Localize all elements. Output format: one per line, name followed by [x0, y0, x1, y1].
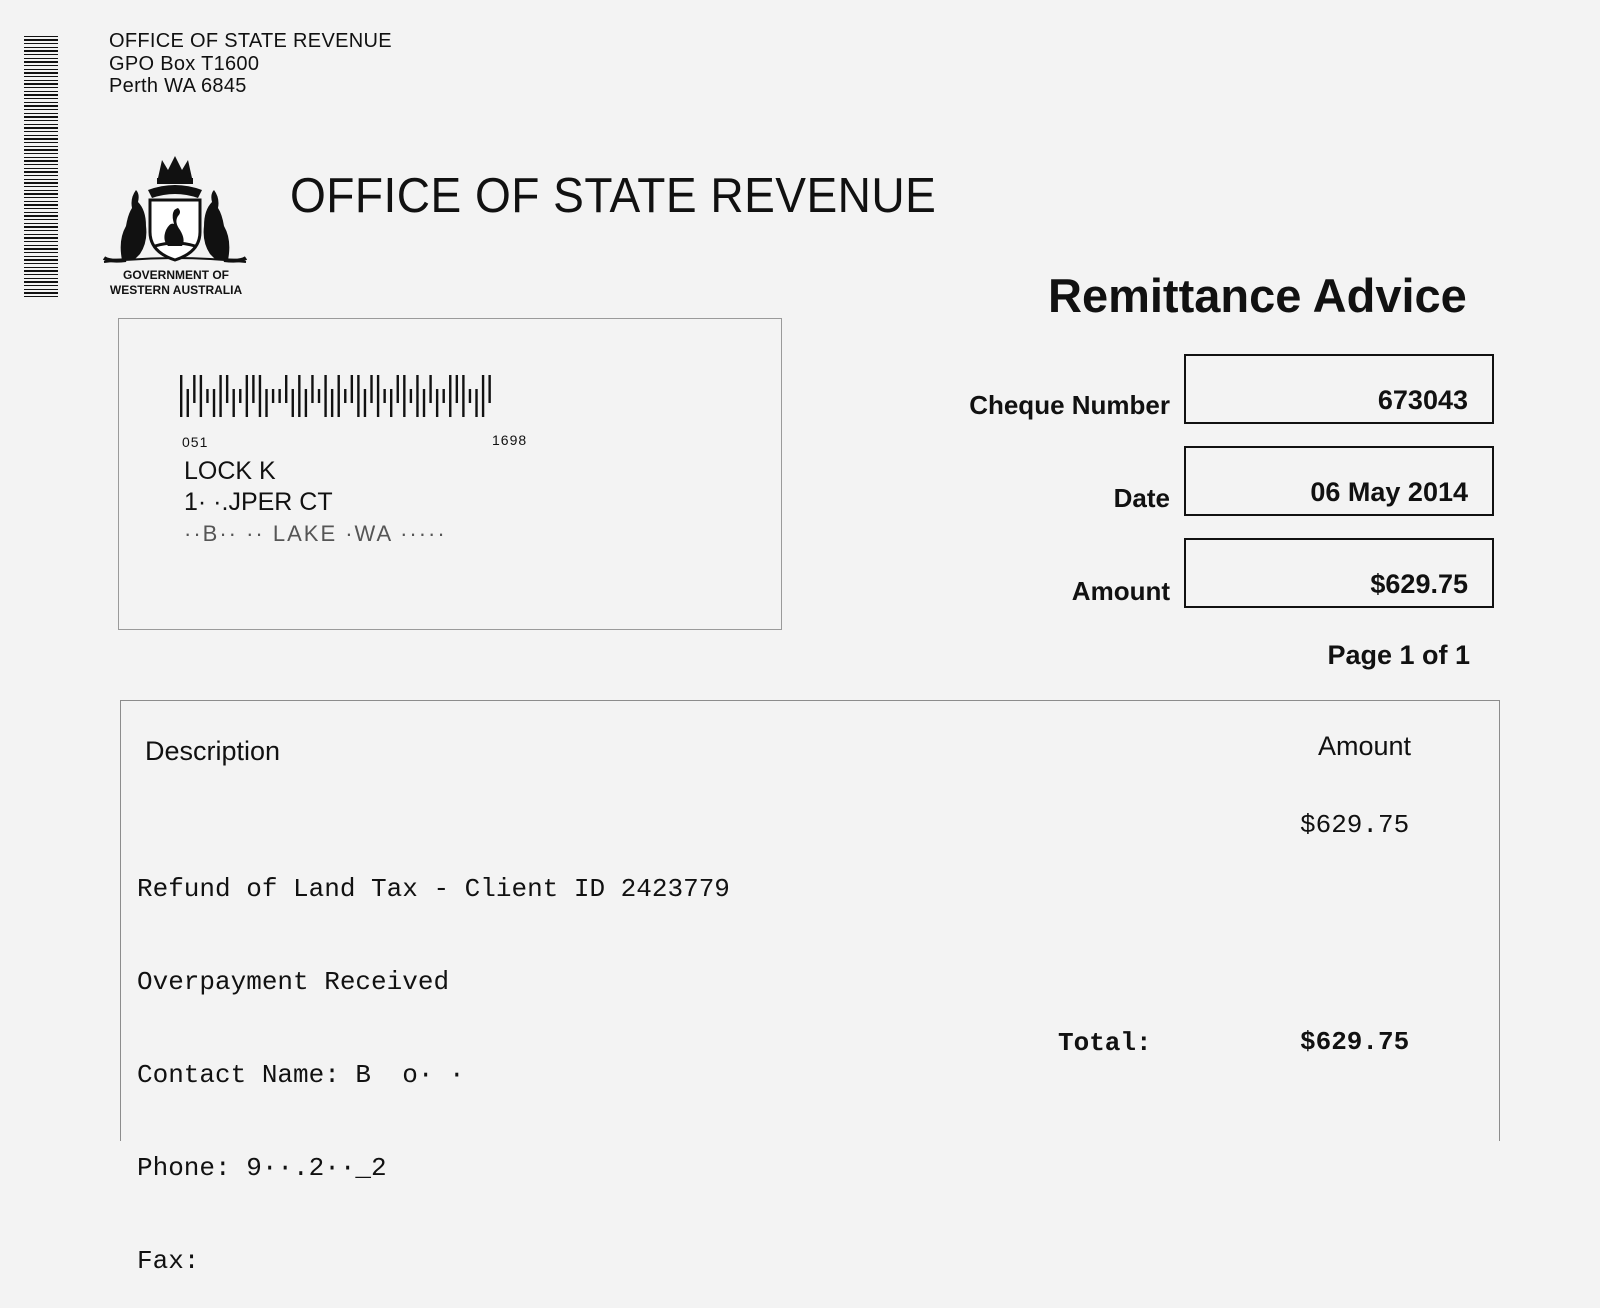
postal-barcode-bar — [305, 389, 307, 417]
amount-column-header: Amount — [1318, 731, 1412, 761]
addressee-street: 1· ·.JPER CT — [184, 488, 333, 516]
postal-barcode-bar — [351, 375, 353, 403]
amount-label: Amount — [1071, 576, 1170, 606]
postal-barcode-bar — [278, 389, 280, 403]
cheque-number-box — [1184, 354, 1494, 424]
return-address-line2: GPO Box T1600 — [109, 52, 260, 75]
postal-barcode-bar — [377, 375, 379, 417]
total-value: $629.75 — [1300, 1027, 1410, 1057]
amount-value: $629.75 — [1370, 569, 1468, 599]
postal-barcode-bar — [292, 389, 294, 417]
postal-barcode-bar — [370, 375, 372, 403]
line-item-amount: $629.75 — [1300, 810, 1410, 840]
crest-caption — [96, 268, 256, 298]
postal-barcode-bar — [206, 389, 208, 403]
cheque-number-value: 673043 — [1377, 385, 1468, 415]
cheque-number-label: Cheque Number — [969, 390, 1170, 420]
description-line-overpayment: Overpayment Received — [137, 967, 450, 997]
postal-barcode-bar — [252, 375, 254, 403]
postal-barcode-bar — [429, 375, 431, 403]
postal-barcode — [180, 375, 495, 417]
postal-barcode-bar — [449, 375, 451, 417]
postal-barcode-bar — [246, 375, 248, 417]
page-indicator: Page 1 of 1 — [1327, 640, 1470, 670]
description-cell — [137, 812, 730, 1308]
postal-barcode-bar — [193, 375, 195, 403]
side-barcode — [24, 36, 58, 300]
postal-sort-code: 051 — [182, 434, 209, 450]
postal-barcode-bar — [456, 375, 458, 403]
date-box — [1184, 446, 1494, 516]
postal-barcode-bar — [397, 375, 399, 403]
description-column-header: Description — [145, 736, 281, 766]
postal-barcode-bar — [488, 375, 490, 403]
postal-barcode-bar — [311, 375, 313, 403]
postal-barcode-bar — [338, 375, 340, 417]
postal-barcode-bar — [383, 389, 385, 403]
postal-barcode-bar — [226, 375, 228, 403]
postal-barcode-bar — [331, 389, 333, 417]
postal-barcode-bar — [180, 375, 182, 417]
description-line-contact: Contact Name: B o· · — [137, 1060, 465, 1090]
postal-barcode-bar — [239, 389, 241, 403]
postal-barcode-bar — [416, 375, 418, 417]
postal-barcode-bar — [410, 389, 412, 403]
addressee-suburb: ··B·· ·· LAKE ·WA ····· — [184, 521, 447, 546]
postal-barcode-bar — [219, 375, 221, 417]
amount-box — [1184, 538, 1494, 608]
postal-barcode-bar — [423, 389, 425, 417]
postal-barcode-bar — [213, 389, 215, 417]
postal-barcode-bar — [318, 389, 320, 403]
description-line-phone: Phone: 9··.2··_2 — [137, 1153, 387, 1183]
postal-barcode-bar — [265, 389, 267, 417]
postal-barcode-bar — [324, 375, 326, 417]
postal-barcode-bar — [187, 389, 189, 417]
postal-barcode-bar — [272, 389, 274, 403]
office-name-heading: OFFICE OF STATE REVENUE — [290, 169, 937, 223]
postal-dpid-code: 1698 — [492, 432, 528, 448]
return-address-line1: OFFICE OF STATE REVENUE — [109, 30, 392, 52]
document-title: Remittance Advice — [1048, 269, 1467, 322]
postal-barcode-bar — [469, 389, 471, 403]
addressee-name: LOCK K — [184, 457, 276, 485]
postal-barcode-bar — [357, 375, 359, 417]
date-label: Date — [1113, 483, 1170, 513]
postal-barcode-bar — [364, 389, 366, 417]
postal-barcode-bar — [482, 375, 484, 417]
date-value: 06 May 2014 — [1310, 477, 1468, 507]
postal-barcode-bar — [344, 389, 346, 403]
postal-barcode-bar — [436, 389, 438, 417]
description-line-fax: Fax: — [137, 1246, 200, 1276]
crest-caption-line2: WESTERN AUSTRALIA — [109, 283, 243, 297]
crest-caption-line1: GOVERNMENT OF — [122, 268, 229, 282]
postal-barcode-bar — [390, 389, 392, 417]
postal-barcode-bar — [200, 375, 202, 417]
return-address-line3: Perth WA 6845 — [109, 75, 247, 97]
postal-barcode-bar — [475, 389, 477, 417]
postal-barcode-bar — [403, 375, 405, 417]
postal-barcode-bar — [462, 375, 464, 417]
return-address — [109, 30, 392, 98]
postal-barcode-bar — [259, 375, 261, 417]
total-label: Total: — [1058, 1028, 1152, 1058]
description-line-refund: Refund of Land Tax - Client ID 2423779 — [137, 874, 730, 904]
postal-barcode-bar — [285, 375, 287, 403]
addressee-block — [184, 456, 447, 549]
postal-barcode-bar — [443, 389, 445, 403]
coat-of-arms-logo — [100, 150, 250, 275]
postal-barcode-bar — [233, 389, 235, 417]
postal-barcode-bar — [298, 375, 300, 417]
